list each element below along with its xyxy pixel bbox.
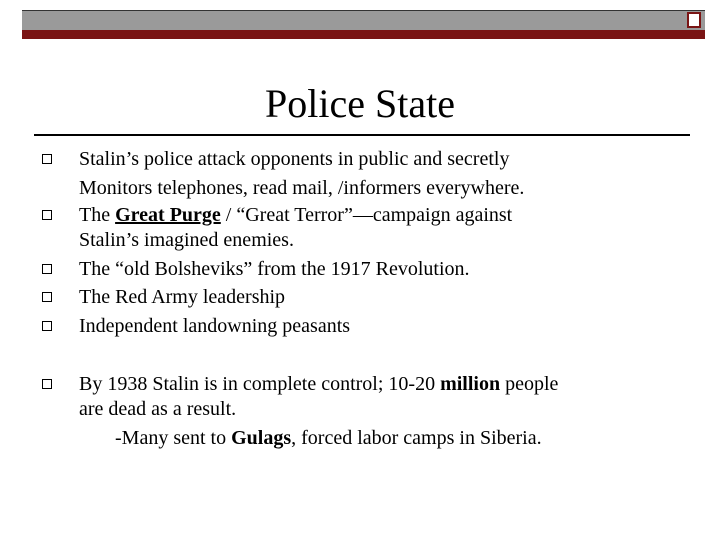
slide-title: Police State [265, 81, 455, 126]
bullet-6-line-3 [115, 426, 542, 450]
gulags-term: Gulags [231, 427, 292, 449]
square-bullet-icon [42, 210, 52, 220]
bullet-6-pre: By 1938 Stalin is in complete control; 10-20 [79, 373, 441, 395]
bullet-6-post: people [500, 373, 559, 395]
bullet-6-line3-post: , forced labor camps in Siberia. [291, 427, 542, 449]
bullet-4-text: The Red Army leadership [79, 286, 286, 308]
bullet-3-text: The “old Bolsheviks” from the 1917 Revolution. [79, 258, 470, 280]
great-purge-term: Great Purge [115, 204, 221, 226]
bullet-2-post: / “Great Terror”—campaign against [220, 204, 513, 226]
header-band [22, 10, 705, 39]
bullet-6-line-1 [79, 372, 558, 396]
square-bullet-icon [42, 154, 52, 164]
bullet-1-line-1: Stalin’s police attack opponents in public and secretly [79, 148, 510, 170]
bullet-2-line-2: Stalin’s imagined enemies. [79, 229, 294, 251]
million-term: million [440, 373, 501, 395]
bullet-6-line3-pre: -Many sent to [115, 427, 232, 449]
square-bullet-icon [42, 321, 52, 331]
bullet-6-line-2: are dead as a result. [79, 398, 237, 420]
bullet-2-pre: The [79, 204, 116, 226]
bullet-1-line-2: Monitors telephones, read mail, /informers everywhere. [79, 177, 525, 199]
header-red-stripe [22, 30, 705, 39]
bullet-5-text: Independent landowning peasants [79, 315, 351, 337]
corner-square-ornament [687, 12, 701, 28]
square-bullet-icon [42, 264, 52, 274]
title-divider [34, 134, 690, 136]
square-bullet-icon [42, 292, 52, 302]
bullet-2-line-1 [79, 203, 512, 227]
square-bullet-icon [42, 379, 52, 389]
